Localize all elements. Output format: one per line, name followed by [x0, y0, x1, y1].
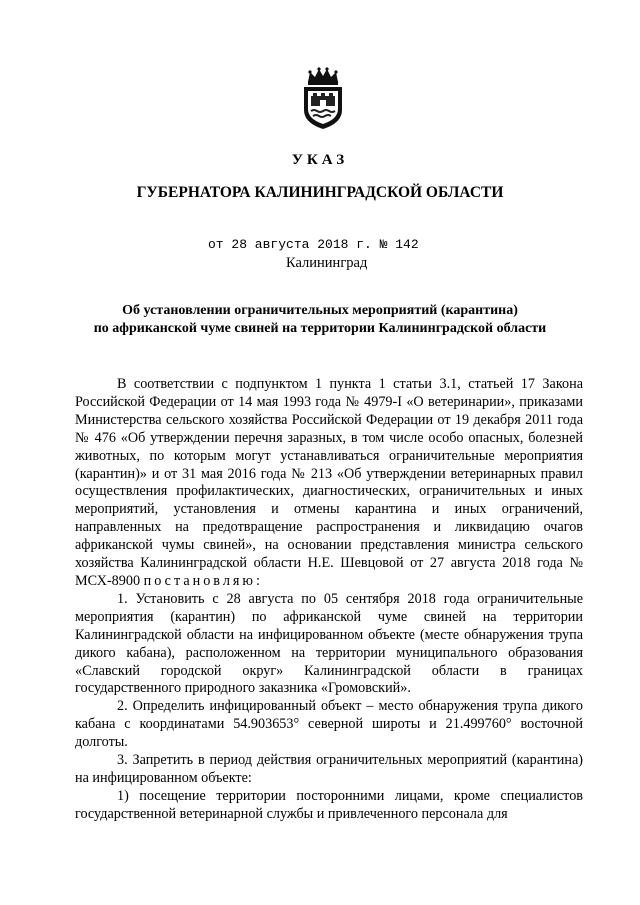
- decree-heading: [0, 302, 640, 338]
- decree-word: постановляю:: [143, 572, 263, 589]
- heading-line-1: Об установлении ограничительных мероприятий (карантина): [122, 303, 518, 318]
- item-3-1-paragraph: 1) посещение территории посторонними лицами, кроме специалистов государственной ветеринарной службы и привлеченного персонала для: [75, 787, 583, 822]
- preamble-paragraph: [75, 376, 583, 591]
- preamble-text: В соответствии с подпунктом 1 пункта 1 статьи 3.1, статьей 17 Закона Российской Федерации от 14 мая 1993 года № 4979-I «О ветеринарии», приказами Министерства сельского хозяйства Российской Федерации от 19 декабря 2011 года № 476 «Об утверждении перечня заразных, в том числе особо опасных, болезней животных, по которым могут устанавливаться ограничительные мероприятия (карантин)» и от 31 мая 2016 года № 213 «Об утверждении ветеринарных правил осуществления профилактических, диагностических, ограничительных и иных мероприятий, установления и отмены карантина и иных ограничений, направленных на предотвращение распространения и ликвидацию очагов африканской чумы свиней», на основании представления министра сельского хозяйства Калининградской области Н.Е. Шевцовой от 27 августа 2018 года № МСХ-8900: [75, 376, 583, 589]
- item-1-paragraph: 1. Установить с 28 августа по 05 сентября 2018 года ограничительные мероприятия (карантин) по африканской чуме свиней на территории Калининградской области на инфицированном объекте (месте обнаружения трупа дикого кабана), расположенном на территории муниципального образования «Славский городской округ» Калининградской области в границах государственного природного заказника «Громовский».: [75, 590, 583, 697]
- decree-body: [75, 376, 583, 824]
- date-line: от 28 августа 2018 г. № 142: [208, 237, 419, 252]
- heading-line-2: по африканской чуме свиней на территории Калининградской области: [93, 321, 547, 336]
- document-title: УКАЗ: [291, 152, 349, 168]
- document-subtitle: ГУБЕРНАТОРА КАЛИНИНГРАДСКОЙ ОБЛАСТИ: [136, 184, 504, 201]
- item-2-paragraph: 2. Определить инфицированный объект – место обнаружения трупа дикого кабана с координатами 54.903653° северной широты и 21.499760° восточной долготы.: [75, 698, 583, 751]
- item-3-paragraph: 3. Запретить в период действия ограничительных мероприятий (карантина) на инфицированном объекте:: [75, 752, 583, 786]
- coat-of-arms-icon: [298, 66, 348, 130]
- city-name: Калининград: [286, 255, 368, 271]
